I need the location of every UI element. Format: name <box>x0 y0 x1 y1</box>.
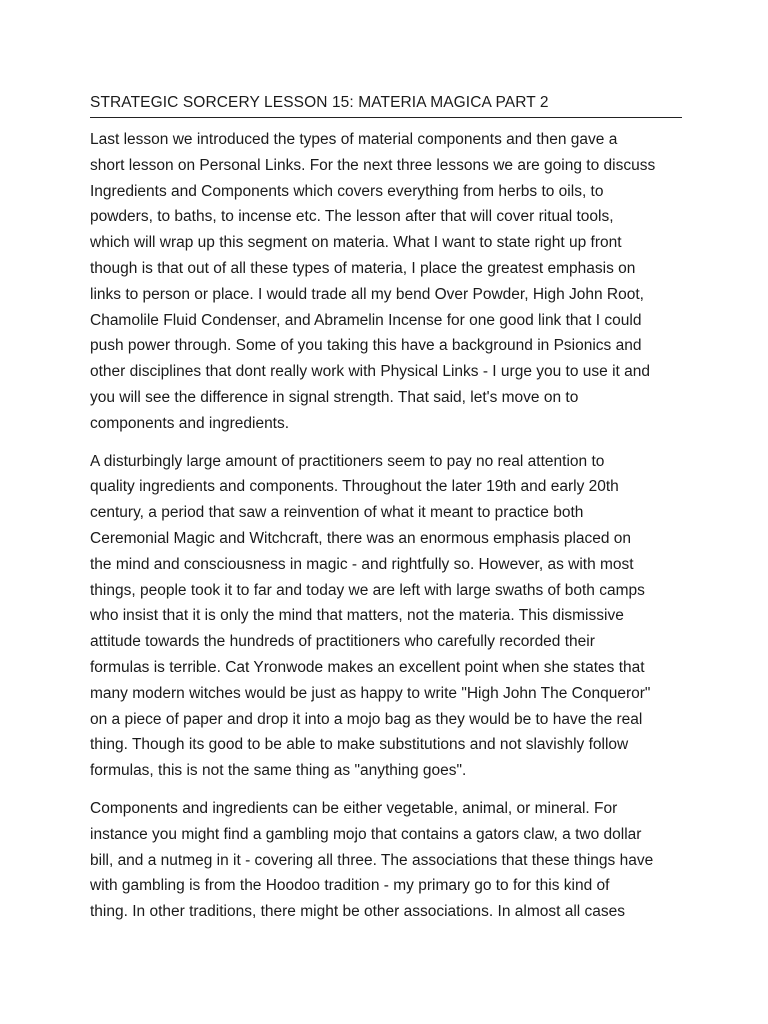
text-line: components and ingredients. <box>90 414 290 432</box>
text-line: Components and ingredients can be either vegetable, animal, or mineral. For <box>90 799 618 817</box>
text-line: other disciplines that dont really work with Physical Links - I urge you to use it and <box>90 363 650 381</box>
text-line: you will see the difference in signal strength. That said, let's move on to <box>90 388 579 406</box>
text-line: thing. Though its good to be able to make substitutions and not slavishly follow <box>90 736 629 754</box>
text-line: the mind and consciousness in magic - and rightfully so. However, as with most <box>90 555 634 573</box>
text-line: which will wrap up this segment on materia. What I want to state right up front <box>90 234 622 252</box>
paragraph-2 <box>90 449 682 784</box>
text-line: attitude towards the hundreds of practitioners who carefully recorded their <box>90 633 595 651</box>
text-line: century, a period that saw a reinvention of what it meant to practice both <box>90 504 584 522</box>
text-line: bill, and a nutmeg in it - covering all three. The associations that these things have <box>90 851 654 869</box>
text-line: Chamolile Fluid Condenser, and Abramelin Incense for one good link that I could <box>90 311 642 329</box>
document-page <box>90 92 682 925</box>
document-title: STRATEGIC SORCERY LESSON 15: MATERIA MAGICA PART 2 <box>90 92 682 118</box>
text-line: many modern witches would be just as happy to write "High John The Conqueror" <box>90 684 651 702</box>
text-line: links to person or place. I would trade all my bend Over Powder, High John Root, <box>90 285 644 303</box>
text-line: though is that out of all these types of materia, I place the greatest emphasis on <box>90 259 636 277</box>
text-line: who insist that it is only the mind that matters, not the materia. This dismissive <box>90 607 624 625</box>
text-line: push power through. Some of you taking this have a background in Psionics and <box>90 337 642 355</box>
text-line: instance you might find a gambling mojo that contains a gators claw, a two dollar <box>90 825 642 843</box>
text-line: formulas is terrible. Cat Yronwode makes an excellent point when she states that <box>90 658 645 676</box>
text-line: thing. In other traditions, there might be other associations. In almost all cases <box>90 903 626 921</box>
text-line: things, people took it to far and today we are left with large swaths of both camps <box>90 581 645 599</box>
text-line: Ceremonial Magic and Witchcraft, there was an enormous emphasis placed on <box>90 529 632 547</box>
paragraph-1 <box>90 127 682 437</box>
text-line: A disturbingly large amount of practitioners seem to pay no real attention to <box>90 452 605 470</box>
text-line: quality ingredients and components. Throughout the later 19th and early 20th <box>90 478 619 496</box>
text-line: Ingredients and Components which covers everything from herbs to oils, to <box>90 182 604 200</box>
text-line: Last lesson we introduced the types of material components and then gave a <box>90 131 618 148</box>
paragraph-3 <box>90 796 682 925</box>
text-line: short lesson on Personal Links. For the next three lessons we are going to discuss <box>90 156 656 174</box>
text-line: formulas, this is not the same thing as "anything goes". <box>90 762 467 780</box>
text-line: with gambling is from the Hoodoo tradition - my primary go to for this kind of <box>90 877 610 895</box>
text-line: powders, to baths, to incense etc. The lesson after that will cover ritual tools, <box>90 208 614 226</box>
text-line: on a piece of paper and drop it into a mojo bag as they would be to have the real <box>90 710 643 728</box>
